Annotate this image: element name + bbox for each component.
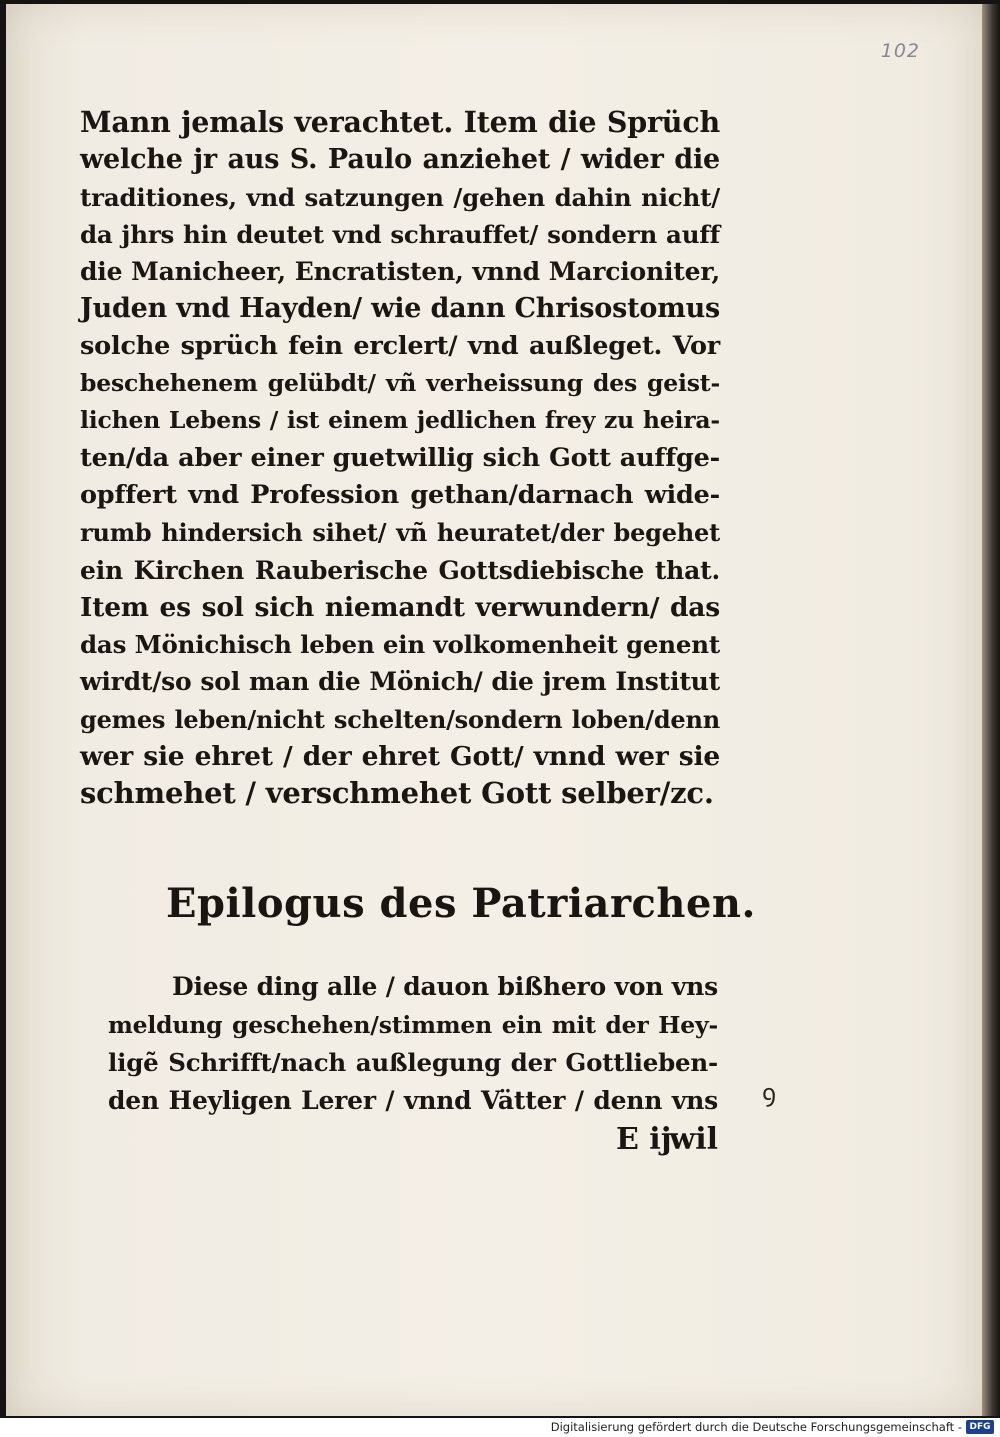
text-line: Diese ding alle / dauon bißhero von vns: [172, 972, 718, 1001]
catchline: [108, 1122, 718, 1162]
dfg-logo: DFG: [966, 1420, 994, 1434]
section-heading: Epilogus des Patriarchen.: [166, 880, 756, 927]
text-line: lichen Lebens / ist einem jedlichen frey zu heira-: [80, 406, 720, 435]
text-line: das Mönichisch leben ein volkomenheit genent: [80, 630, 720, 660]
text-line: rumb hindersich sihet/ vñ heuratet/der begehet: [80, 518, 720, 548]
text-line: wer sie ehret / der ehret Gott/ vnnd wer sie: [80, 741, 720, 773]
text-line: meldung geschehen/stimmen ein mit der Hey-: [108, 1011, 718, 1039]
text-line: Juden vnd Hayden/ wie dann Chrisostomus: [80, 293, 720, 325]
body-text: [80, 104, 720, 813]
page-edge: [982, 4, 1000, 1416]
funding-credit: Digitalisierung gefördert durch die Deutsche Forschungsgemeinschaft -: [550, 1420, 962, 1434]
text-line: gemes leben/nicht schelten/sondern loben/denn: [80, 704, 720, 734]
text-line: ligẽ Schrifft/nach außlegung der Gottlieben-: [108, 1048, 718, 1077]
text-line: da jhrs hin deutet vnd schrauffet/ sondern auff: [80, 219, 720, 249]
text-line: traditiones, vnd satzungen /gehen dahin nicht/: [80, 182, 720, 212]
text-line: solche sprüch fein erclert/ vnd außleget. Vor: [80, 330, 720, 361]
text-line: opffert vnd Profession gethan/darnach wide-: [80, 479, 720, 510]
folio-number: 102: [880, 40, 920, 62]
text-line: beschehenem gelübdt/ vñ verheissung des geist-: [80, 369, 720, 398]
text-line: ten/da aber einer guetwillig sich Gott auffge-: [80, 442, 720, 473]
text-line: Mann jemals verachtet. Item die Sprüch: [80, 105, 720, 139]
text-line: welche jr aus S. Paulo anziehet / wider die: [80, 144, 720, 176]
text-line: den Heyligen Lerer / vnnd Vätter / denn vns: [108, 1086, 718, 1115]
text-line: wirdt/so sol man die Mönich/ die jrem Institut: [80, 667, 720, 697]
text-line: die Manicheer, Encratisten, vnnd Marcioniter,: [80, 257, 720, 287]
signature-mark: E ij: [616, 1122, 672, 1157]
text-line: schmehet / verschmehet Gott selber/zc.: [80, 776, 714, 811]
text-line: ein Kirchen Rauberische Gottsdiebische that.: [80, 555, 720, 585]
footer-bar: [0, 1418, 1000, 1437]
text-line: Item es sol sich niemandt verwundern/ das: [80, 591, 720, 623]
paragraph-epilogue: [108, 968, 718, 1120]
catchword: wil: [669, 1122, 718, 1157]
margin-ornament: ꝯ: [762, 1079, 777, 1107]
